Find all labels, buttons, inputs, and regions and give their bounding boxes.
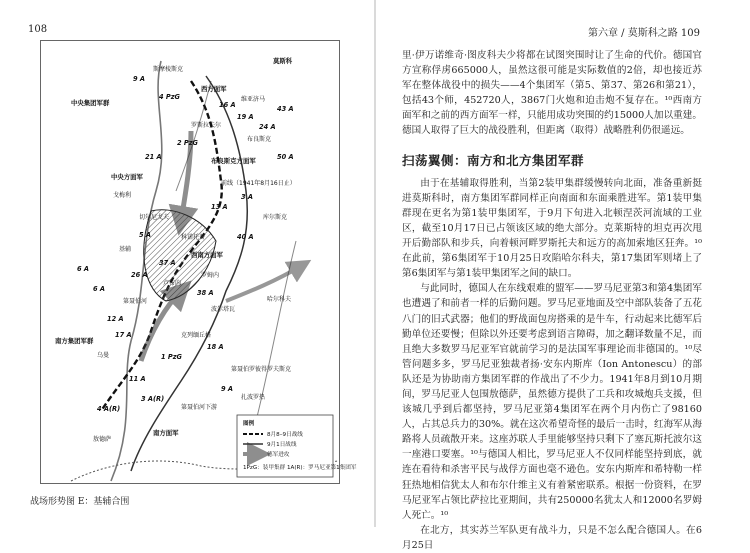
section-heading: 扫荡翼侧：南方和北方集团军群 xyxy=(402,152,585,168)
unit-label: 5 A xyxy=(139,231,151,239)
unit-label: 12 A xyxy=(107,315,124,323)
unit-label: 37 A xyxy=(159,259,176,267)
label-zaporozhye: 扎波罗热 xyxy=(241,394,266,401)
label-chernigov: 切尔尼戈夫 xyxy=(139,214,170,221)
label-bryansk-front: 布良斯克方面军 xyxy=(211,157,256,165)
label-lubny: 卢布内 xyxy=(163,280,182,287)
label-moscow: 莫斯科 xyxy=(273,57,293,65)
label-uman: 乌曼 xyxy=(97,352,110,359)
label-south-group: 南方集团军群 xyxy=(55,337,94,345)
unit-label: 16 A xyxy=(219,101,236,109)
label-poltava: 波尔塔瓦 xyxy=(211,306,236,313)
unit-label: 43 A xyxy=(277,105,294,113)
legend-item: 8月8–9日战线 xyxy=(267,432,303,438)
legend-item: 1PzG：装甲集群 1A(R)：罗马尼亚第1集团军 xyxy=(243,465,357,471)
paragraph: 与此同时，德国人在东线艰难的盟军——罗马尼亚第3和第4集团军也遭遇了和前者一样的后勤问题。罗马尼亚地面及空中部队装备了五花八门的旧式武器；他们的野战面包房搭乘的是牛车，行动起来比德军后勤单位还要慢；但除以外还要考虑到语言障碍，加之翻译数量不足，而且绝大多数罗马尼亚军官就前学习的是法国军事理论而非德国的。¹⁰尽管问题多多，罗马尼亚独裁者扬·安东内斯库（Ion Antonescu）的部队还是为协助南方集团军群的作战出了不少力。1941年8月到10月期间，罗马尼亚人包围敖德萨，虽然德方提供了工兵和攻城炮兵支援，但该城几乎到后都坚持，罗马尼亚第4集团军在两个月内伤亡了98160人，占其总兵力的30%。就在这次希望奇怪的最后一击时，红海军从海路将人员疏散开来。这座苏联人手里能够坚持只剩下了塞瓦斯托波尔这一座港口要塞。¹⁰与德国人相比，罗马尼亚人不仅同样能坚持到底，就连在看待和杀害平民与战俘方面也毫不逊色。安东内斯库和希特勒一样狂热地相信犹太人和布尔什维主义有着紧密联系。根据一份资料，在罗马尼亚军占领比萨拉比亚期间，共有250000名犹太人和12000名罗姆人死亡。¹⁰ xyxy=(402,283,702,521)
label-bryansk: 布良斯克 xyxy=(247,136,272,143)
unit-label: 21 A xyxy=(145,153,162,161)
label-odessa: 敖德萨 xyxy=(93,436,112,443)
unit-label: 3 A xyxy=(241,193,253,201)
unit-label: 6 A xyxy=(77,265,89,273)
unit-label: 9 A xyxy=(221,385,233,393)
unit-label: 3 A(R) xyxy=(141,395,165,403)
label-west-front: 西方面军 xyxy=(201,85,227,93)
unit-label: 17 A xyxy=(115,331,132,339)
map-svg xyxy=(41,41,357,483)
book-gutter xyxy=(374,0,376,527)
legend-item: 9月1日战线 xyxy=(267,442,297,448)
paragraph: 在北方，其实苏兰军队更有战斗力，只是不怎么配合德国人。在6月25日 xyxy=(402,524,702,551)
paragraph: 由于在基辅取得胜利，当第2装甲集群缓慢转向北面，准备重新挺进莫斯科时，南方集团军群同样正向南面和东面乘胜进军。第1装甲集群现在更名为第1装甲集团军，于9月下旬进入北顿涅茨河流域的工业区，截至10月17日已占领该区域的绝大部分。克莱斯特的坦克再次甩开后勤部队和步兵，向着顿河畔罗斯托夫和远方的高加索地区狂奔。¹⁰在此前，第6集团军于10月25日攻陷哈尔科夫，第17集团军则堵上了第6集团军与第1装甲集团军之间的缺口。 xyxy=(402,177,702,280)
unit-label: 4 A(R) xyxy=(97,405,121,413)
unit-label: 50 A xyxy=(277,153,294,161)
label-lower-dnieper: 第聂伯河下游 xyxy=(181,404,218,411)
unit-label: 19 A xyxy=(237,113,254,121)
unit-label: 38 A xyxy=(197,289,214,297)
legend-item: 德军进攻 xyxy=(267,452,290,458)
running-header-right: 第六章 / 莫斯科之路 109 xyxy=(588,28,700,39)
label-konotop: 科诺托普 xyxy=(181,234,206,241)
body-text xyxy=(402,48,702,553)
label-romny: 罗姆内 xyxy=(201,272,220,279)
label-kharkov: 哈尔科夫 xyxy=(267,296,292,303)
map-caption: 战场形势图 E：基辅合围 xyxy=(30,497,130,507)
unit-label: 24 A xyxy=(259,123,276,131)
desna-river xyxy=(176,81,211,191)
label-kiev: 基辅 xyxy=(119,246,132,253)
page-number-left: 108 xyxy=(28,24,48,35)
label-dnieper: 第聂伯河 xyxy=(123,298,148,305)
label-front-line: 前线（1941年8月16日止） xyxy=(221,180,296,187)
paragraph: 里·伊万诺维奇·图皮科夫少将都在试图突围时让了生命的代价。德国官方宣称俘虏665000人，虽然这很可能是实际数值的2倍，却也接近苏军在整体战役中的损失——4个集团军（第5、第37、第26和第21），包括43个师，452720人，3867门火炮和迫击炮不复存在。¹⁰西南方面军和之前的西方面军一样，只能用成功突围的约15000人加以重建。德国人取得了巨大的战役胜利，但距离（取得）战略胜利仍很遥远。 xyxy=(402,50,702,137)
unit-label: 2 PzG xyxy=(177,139,198,147)
label-kremenchug: 克列缅丘格 xyxy=(181,332,212,339)
unit-label: 18 A xyxy=(207,343,224,351)
label-roslavl: 罗斯拉夫尔 xyxy=(191,122,222,129)
label-smolensk: 斯摩棱斯克 xyxy=(153,66,184,73)
legend-title: 图例 xyxy=(243,421,255,427)
unit-label: 4 PzG xyxy=(159,93,180,101)
label-central-front: 中央方面军 xyxy=(111,173,143,181)
label-dnepropetrovsk: 第聂伯罗彼得罗夫斯克 xyxy=(231,366,292,373)
label-vyazma: 维亚济马 xyxy=(241,96,266,103)
unit-label: 9 A xyxy=(133,75,145,83)
label-southwest-front: 西南方面军 xyxy=(191,251,223,259)
unit-label: 40 A xyxy=(237,233,254,241)
unit-label: 13 A xyxy=(211,203,228,211)
kiev-encirclement-map xyxy=(40,40,357,484)
unit-label: 26 A xyxy=(131,271,148,279)
label-central-group: 中央集团军群 xyxy=(71,99,110,107)
map-legend xyxy=(237,415,357,477)
label-gomel: 戈梅利 xyxy=(113,192,132,199)
unit-label: 6 A xyxy=(93,285,105,293)
unit-label: 11 A xyxy=(129,375,146,383)
label-south-front: 南方面军 xyxy=(153,429,179,437)
label-kursk: 库尔斯克 xyxy=(263,214,288,221)
unit-label: 1 PzG xyxy=(161,353,182,361)
